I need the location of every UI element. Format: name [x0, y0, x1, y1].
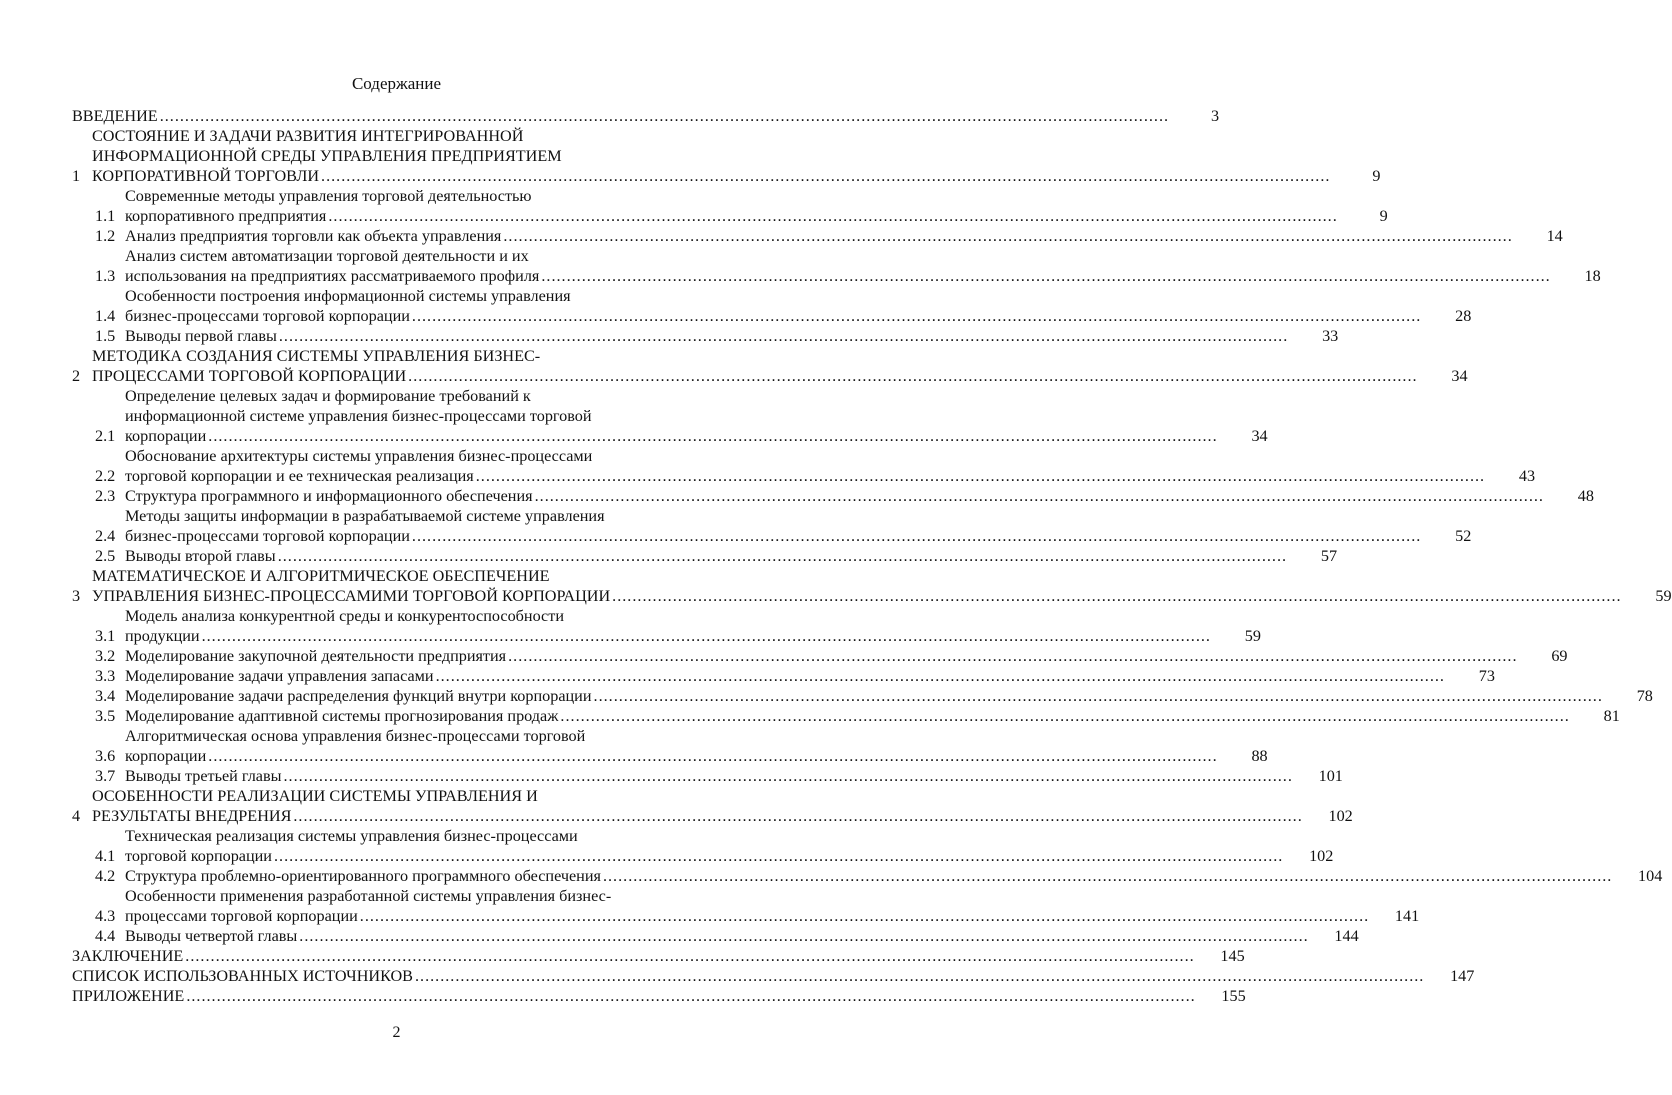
- toc-entry-line: РЕЗУЛЬТАТЫ ВНЕДРЕНИЯ: [92, 807, 292, 825]
- toc-entry-last-line: [92, 166, 1381, 186]
- toc-entry-number: 1.1: [95, 207, 116, 225]
- dot-leader: ........................................................................................................................................................................................................: [321, 167, 1331, 185]
- toc-entry-line: Моделирование адаптивной системы прогнозирования продаж: [125, 707, 559, 725]
- toc-entry-text: [125, 606, 1261, 646]
- toc-section-entry: [72, 666, 1495, 686]
- toc-entry-line: Структура проблемно-ориентированного программного обеспечения: [125, 867, 601, 885]
- toc-entry-number: 3.2: [95, 647, 116, 665]
- toc-entry-number: 4.1: [95, 847, 116, 865]
- toc-section-entry: [72, 386, 1268, 446]
- dot-leader: ........................................................................................................................................................................................................: [283, 767, 1293, 785]
- dot-leader: ........................................................................................................................................................................................................: [503, 227, 1513, 245]
- toc-section-entry: [72, 886, 1420, 926]
- toc-page-number: 73: [1478, 667, 1495, 685]
- toc-entry-text: [125, 446, 1536, 486]
- toc-chapter-entry: [72, 966, 1475, 986]
- dot-leader: ........................................................................................................................................................................................................: [185, 947, 1195, 965]
- toc-entry-last-line: [125, 706, 1620, 726]
- toc-entry-line: Моделирование задачи распределения функций внутри корпорации: [125, 687, 592, 705]
- dot-leader: ........................................................................................................................................................................................................: [359, 907, 1370, 925]
- toc-entry-line: Анализ систем автоматизации торговой деятельности и их: [125, 247, 529, 265]
- toc-entry-line: Алгоритмическая основа управления бизнес-процессами торговой: [125, 727, 586, 745]
- toc-page-number: 88: [1251, 747, 1268, 765]
- toc-entry-last-line: [125, 666, 1495, 686]
- dot-leader: ........................................................................................................................................................................................................: [299, 927, 1309, 945]
- toc-entry-line: СПИСОК ИСПОЛЬЗОВАННЫХ ИСТОЧНИКОВ: [72, 967, 413, 985]
- toc-entry-number: 4.4: [95, 927, 116, 945]
- toc-page-number: 59: [1244, 627, 1261, 645]
- toc-chapter-entry: [72, 786, 1353, 826]
- page-title: Содержание: [351, 74, 442, 93]
- toc-entry-last-line: [72, 966, 1475, 986]
- toc-entry-number: 3.1: [95, 627, 116, 645]
- toc-page-number: 57: [1320, 547, 1338, 565]
- toc-entry-line: ВВЕДЕНИЕ: [72, 107, 158, 125]
- toc-entry-text: [125, 246, 1601, 286]
- toc-entry-last-line: [125, 526, 1472, 546]
- toc-entry-line: УПРАВЛЕНИЯ БИЗНЕС-ПРОЦЕССАМИМИ ТОРГОВОЙ КОРПОРАЦИИ: [92, 587, 611, 605]
- toc-section-entry: [72, 486, 1594, 506]
- toc-section-entry: [72, 446, 1536, 486]
- toc-entry-last-line: [125, 626, 1261, 646]
- toc-entry-number: 1.5: [95, 327, 116, 345]
- toc-entry-number: 1: [72, 167, 81, 185]
- toc-section-entry: [72, 226, 1563, 246]
- toc-entry-text: [92, 126, 1381, 186]
- dot-leader: ........................................................................................................................................................................................................: [612, 587, 1622, 605]
- toc-section-entry: [72, 646, 1568, 666]
- toc-entry-line: корпоративного предприятия: [125, 207, 327, 225]
- toc-entry-line: Определение целевых задач и формирование требований к: [125, 387, 531, 405]
- dot-leader: ........................................................................................................................................................................................................: [541, 267, 1551, 285]
- toc-page-number: 145: [1220, 947, 1245, 965]
- toc-entry-line: Обоснование архитектуры системы управления бизнес-процессами: [125, 447, 593, 465]
- toc-page-number: 101: [1318, 767, 1343, 785]
- dot-leader: ........................................................................................................................................................................................................: [475, 467, 1486, 485]
- toc-entry-line: ИНФОРМАЦИОННОЙ СРЕДЫ УПРАВЛЕНИЯ ПРЕДПРИЯТИЕМ: [92, 147, 562, 165]
- dot-leader: ........................................................................................................................................................................................................: [278, 327, 1289, 345]
- toc-page-number: 141: [1394, 907, 1420, 925]
- toc-entry-line: КОРПОРАТИВНОЙ ТОРГОВЛИ: [92, 167, 320, 185]
- toc-section-entry: [72, 766, 1343, 786]
- toc-entry-text: [125, 886, 1420, 926]
- toc-entry-line: бизнес-процессами торговой корпорации: [125, 527, 410, 545]
- toc-entry-text: [125, 926, 1359, 946]
- toc-entry-line: бизнес-процессами торговой корпорации: [125, 307, 410, 325]
- toc-entry-number: 2.1: [95, 427, 116, 445]
- toc-entry-last-line: [125, 866, 1663, 886]
- toc-entry-last-line: [125, 226, 1563, 246]
- toc-page-number: 33: [1322, 327, 1339, 345]
- dot-leader: ........................................................................................................................................................................................................: [414, 967, 1425, 985]
- toc-entry-line: Методы защиты информации в разрабатываемой системе управления: [125, 507, 605, 525]
- toc-page-number: 48: [1577, 487, 1594, 505]
- toc-page-number: 52: [1455, 527, 1472, 545]
- toc-entry-number: 2.5: [95, 547, 116, 565]
- toc-entry-text: [72, 106, 1220, 126]
- toc-entry-number: 3.5: [95, 707, 116, 725]
- toc-entry-text: [125, 486, 1594, 506]
- toc-entry-last-line: [125, 486, 1594, 506]
- toc-entry-last-line: [125, 266, 1601, 286]
- toc-entry-line: продукции: [125, 627, 200, 645]
- toc-entry-line: корпорации: [125, 747, 207, 765]
- toc-entry-line: информационной системе управления бизнес-процессами торговой: [125, 407, 592, 425]
- toc-entry-text: [92, 566, 1672, 606]
- toc-page-number: 28: [1455, 307, 1472, 325]
- toc-entry-number: 4.2: [95, 867, 116, 885]
- toc-chapter-entry: [72, 946, 1245, 966]
- toc-entry-line: Выводы второй главы: [125, 547, 276, 565]
- dot-leader: ........................................................................................................................................................................................................: [508, 647, 1518, 665]
- toc-page-number: 81: [1603, 707, 1620, 725]
- toc-entry-line: торговой корпорации и ее техническая реализация: [125, 467, 474, 485]
- toc-chapter-entry: [72, 106, 1220, 126]
- dot-leader: ........................................................................................................................................................................................................: [277, 547, 1288, 565]
- toc-entry-line: МАТЕМАТИЧЕСКОЕ И АЛГОРИТМИЧЕСКОЕ ОБЕСПЕЧЕНИЕ: [92, 567, 550, 585]
- toc-entry-text: [125, 866, 1663, 886]
- toc-entry-last-line: [72, 946, 1245, 966]
- toc-entry-number: 2.3: [95, 487, 116, 505]
- toc-page-number: 69: [1551, 647, 1568, 665]
- toc-entry-line: МЕТОДИКА СОЗДАНИЯ СИСТЕМЫ УПРАВЛЕНИЯ БИЗНЕС-: [92, 347, 541, 365]
- toc-entry-last-line: [92, 366, 1468, 386]
- toc-section-entry: [72, 826, 1334, 866]
- toc-entry-number: 3.6: [95, 747, 116, 765]
- toc-chapter-entry: [72, 126, 1381, 186]
- toc-entry-last-line: [72, 986, 1246, 1006]
- toc-entry-text: [72, 986, 1246, 1006]
- toc-entry-last-line: [125, 426, 1268, 446]
- toc-section-entry: [72, 186, 1388, 226]
- dot-leader: ........................................................................................................................................................................................................: [560, 707, 1570, 725]
- toc-page-number: 9: [1372, 167, 1381, 185]
- toc-section-entry: [72, 326, 1339, 346]
- dot-leader: ........................................................................................................................................................................................................: [411, 527, 1422, 545]
- toc-entry-line: ОСОБЕННОСТИ РЕАЛИЗАЦИИ СИСТЕМЫ УПРАВЛЕНИЯ И: [92, 787, 538, 805]
- toc-page-number: 102: [1309, 847, 1334, 865]
- dot-leader: ........................................................................................................................................................................................................: [328, 207, 1338, 225]
- toc-page-number: 34: [1251, 427, 1268, 445]
- page-number: 2: [392, 1024, 401, 1041]
- toc-entry-text: [125, 506, 1472, 546]
- toc-entry-line: Выводы первой главы: [125, 327, 277, 345]
- toc-entry-line: Выводы четвертой главы: [125, 927, 298, 945]
- toc-section-entry: [72, 286, 1472, 326]
- toc-entry-number: 3: [72, 587, 81, 605]
- toc-entry-last-line: [125, 766, 1343, 786]
- dot-leader: ........................................................................................................................................................................................................: [602, 867, 1613, 885]
- toc-entry-last-line: [125, 686, 1653, 706]
- toc-entry-text: [125, 286, 1472, 326]
- toc-entry-line: Моделирование задачи управления запасами: [125, 667, 434, 685]
- toc-entry-text: [125, 186, 1388, 226]
- toc-entry-text: [125, 226, 1563, 246]
- dot-leader: ........................................................................................................................................................................................................: [293, 807, 1303, 825]
- toc-entry-line: Структура программного и информационного обеспечения: [125, 487, 533, 505]
- toc-page-number: 3: [1210, 107, 1220, 125]
- toc-entry-text: [92, 346, 1468, 386]
- toc-entry-last-line: [125, 926, 1359, 946]
- toc-entry-line: ПРОЦЕССАМИ ТОРГОВОЙ КОРПОРАЦИИ: [92, 367, 407, 385]
- toc-entry-line: Особенности применения разработанной системы управления бизнес-: [125, 887, 612, 905]
- toc-entry-text: [125, 386, 1268, 446]
- toc-entry-line: Модель анализа конкурентной среды и конкурентоспособности: [125, 607, 564, 625]
- toc-page-number: 14: [1546, 227, 1563, 245]
- toc-entry-last-line: [72, 106, 1220, 126]
- toc-entry-line: Особенности построения информационной системы управления: [125, 287, 571, 305]
- toc-entry-line: корпорации: [125, 427, 207, 445]
- toc-entry-last-line: [125, 466, 1536, 486]
- toc-entry-number: 1.4: [95, 307, 116, 325]
- toc-page-number: 34: [1451, 367, 1468, 385]
- toc-entry-line: СОСТОЯНИЕ И ЗАДАЧИ РАЗВИТИЯ ИНТЕГРИРОВАННОЙ: [92, 127, 524, 145]
- toc-entry-last-line: [125, 206, 1388, 226]
- toc-entry-text: [125, 706, 1620, 726]
- toc-entry-number: 3.3: [95, 667, 116, 685]
- toc-entry-line: Выводы третьей главы: [125, 767, 282, 785]
- toc-entry-line: Анализ предприятия торговли как объекта управления: [125, 227, 502, 245]
- toc-entry-text: [72, 966, 1475, 986]
- toc-section-entry: [72, 706, 1620, 726]
- toc-entry-number: 4.3: [95, 907, 116, 925]
- toc-entry-last-line: [92, 586, 1672, 606]
- toc-entry-line: торговой корпорации: [125, 847, 272, 865]
- toc-page-number: 78: [1636, 687, 1653, 705]
- toc-entry-line: ЗАКЛЮЧЕНИЕ: [72, 947, 184, 965]
- toc-entry-text: [125, 326, 1339, 346]
- toc-entry-last-line: [125, 846, 1334, 866]
- dot-leader: ........................................................................................................................................................................................................: [593, 687, 1603, 705]
- toc-entry-line: процессами торговой корпорации: [125, 907, 358, 925]
- toc-section-entry: [72, 686, 1653, 706]
- toc-entry-text: [125, 686, 1653, 706]
- toc-entry-text: [125, 766, 1343, 786]
- toc-entry-number: 2: [72, 367, 81, 385]
- toc-entry-text: [125, 826, 1334, 866]
- toc-page-number: 104: [1638, 867, 1663, 885]
- toc-entry-text: [92, 786, 1353, 826]
- dot-leader: ........................................................................................................................................................................................................: [186, 987, 1196, 1005]
- toc-page-number: 144: [1334, 927, 1359, 945]
- toc-entry-last-line: [125, 546, 1338, 566]
- dot-leader: ........................................................................................................................................................................................................: [208, 747, 1218, 765]
- toc-entry-text: [72, 946, 1245, 966]
- toc-entry-number: 2.4: [95, 527, 116, 545]
- toc-chapter-entry: [72, 986, 1246, 1006]
- toc-entry-line: Моделирование закупочной деятельности предприятия: [125, 647, 507, 665]
- toc-entry-text: [125, 546, 1338, 566]
- dot-leader: ........................................................................................................................................................................................................: [435, 667, 1445, 685]
- toc-chapter-entry: [72, 566, 1672, 606]
- toc-section-entry: [72, 926, 1359, 946]
- dot-leader: ........................................................................................................................................................................................................: [208, 427, 1218, 445]
- toc-section-entry: [72, 246, 1601, 286]
- dot-leader: ........................................................................................................................................................................................................: [201, 627, 1211, 645]
- toc-entry-line: Современные методы управления торговой деятельностью: [125, 187, 532, 205]
- toc-entry-last-line: [125, 906, 1420, 926]
- toc-page-number: 43: [1518, 467, 1536, 485]
- dot-leader: ........................................................................................................................................................................................................: [159, 107, 1170, 125]
- toc-entry-number: 1.3: [95, 267, 116, 285]
- toc-entry-number: 2.2: [95, 467, 116, 485]
- dot-leader: ........................................................................................................................................................................................................: [273, 847, 1284, 865]
- dot-leader: ........................................................................................................................................................................................................: [408, 367, 1418, 385]
- toc-page-number: 147: [1450, 967, 1475, 985]
- toc-section-entry: [72, 606, 1261, 646]
- toc-entry-number: 3.4: [95, 687, 116, 705]
- dot-leader: ........................................................................................................................................................................................................: [411, 307, 1422, 325]
- toc-entry-last-line: [92, 806, 1353, 826]
- toc-chapter-entry: [72, 346, 1468, 386]
- toc-entry-line: Техническая реализация системы управления бизнес-процессами: [125, 827, 578, 845]
- toc-entry-line: использования на предприятиях рассматриваемого профиля: [125, 267, 540, 285]
- toc-page-number: 59: [1655, 587, 1672, 605]
- toc-section-entry: [72, 506, 1472, 546]
- toc-entry-text: [125, 646, 1568, 666]
- toc-section-entry: [72, 866, 1663, 886]
- table-of-contents: [72, 106, 1672, 1006]
- toc-entry-number: 3.7: [95, 767, 116, 785]
- toc-entry-last-line: [125, 646, 1568, 666]
- toc-page-number: 102: [1328, 807, 1353, 825]
- toc-section-entry: [72, 546, 1338, 566]
- toc-entry-text: [125, 666, 1495, 686]
- toc-entry-last-line: [125, 746, 1268, 766]
- toc-page-number: 9: [1379, 207, 1388, 225]
- toc-page-number: 18: [1584, 267, 1601, 285]
- toc-entry-last-line: [125, 306, 1472, 326]
- toc-entry-text: [125, 726, 1268, 766]
- toc-entry-number: 4: [72, 807, 81, 825]
- toc-entry-line: ПРИЛОЖЕНИЕ: [72, 987, 185, 1005]
- toc-entry-number: 1.2: [95, 227, 116, 245]
- dot-leader: ........................................................................................................................................................................................................: [534, 487, 1544, 505]
- toc-section-entry: [72, 726, 1268, 766]
- toc-entry-last-line: [125, 326, 1339, 346]
- toc-page-number: 155: [1221, 987, 1246, 1005]
